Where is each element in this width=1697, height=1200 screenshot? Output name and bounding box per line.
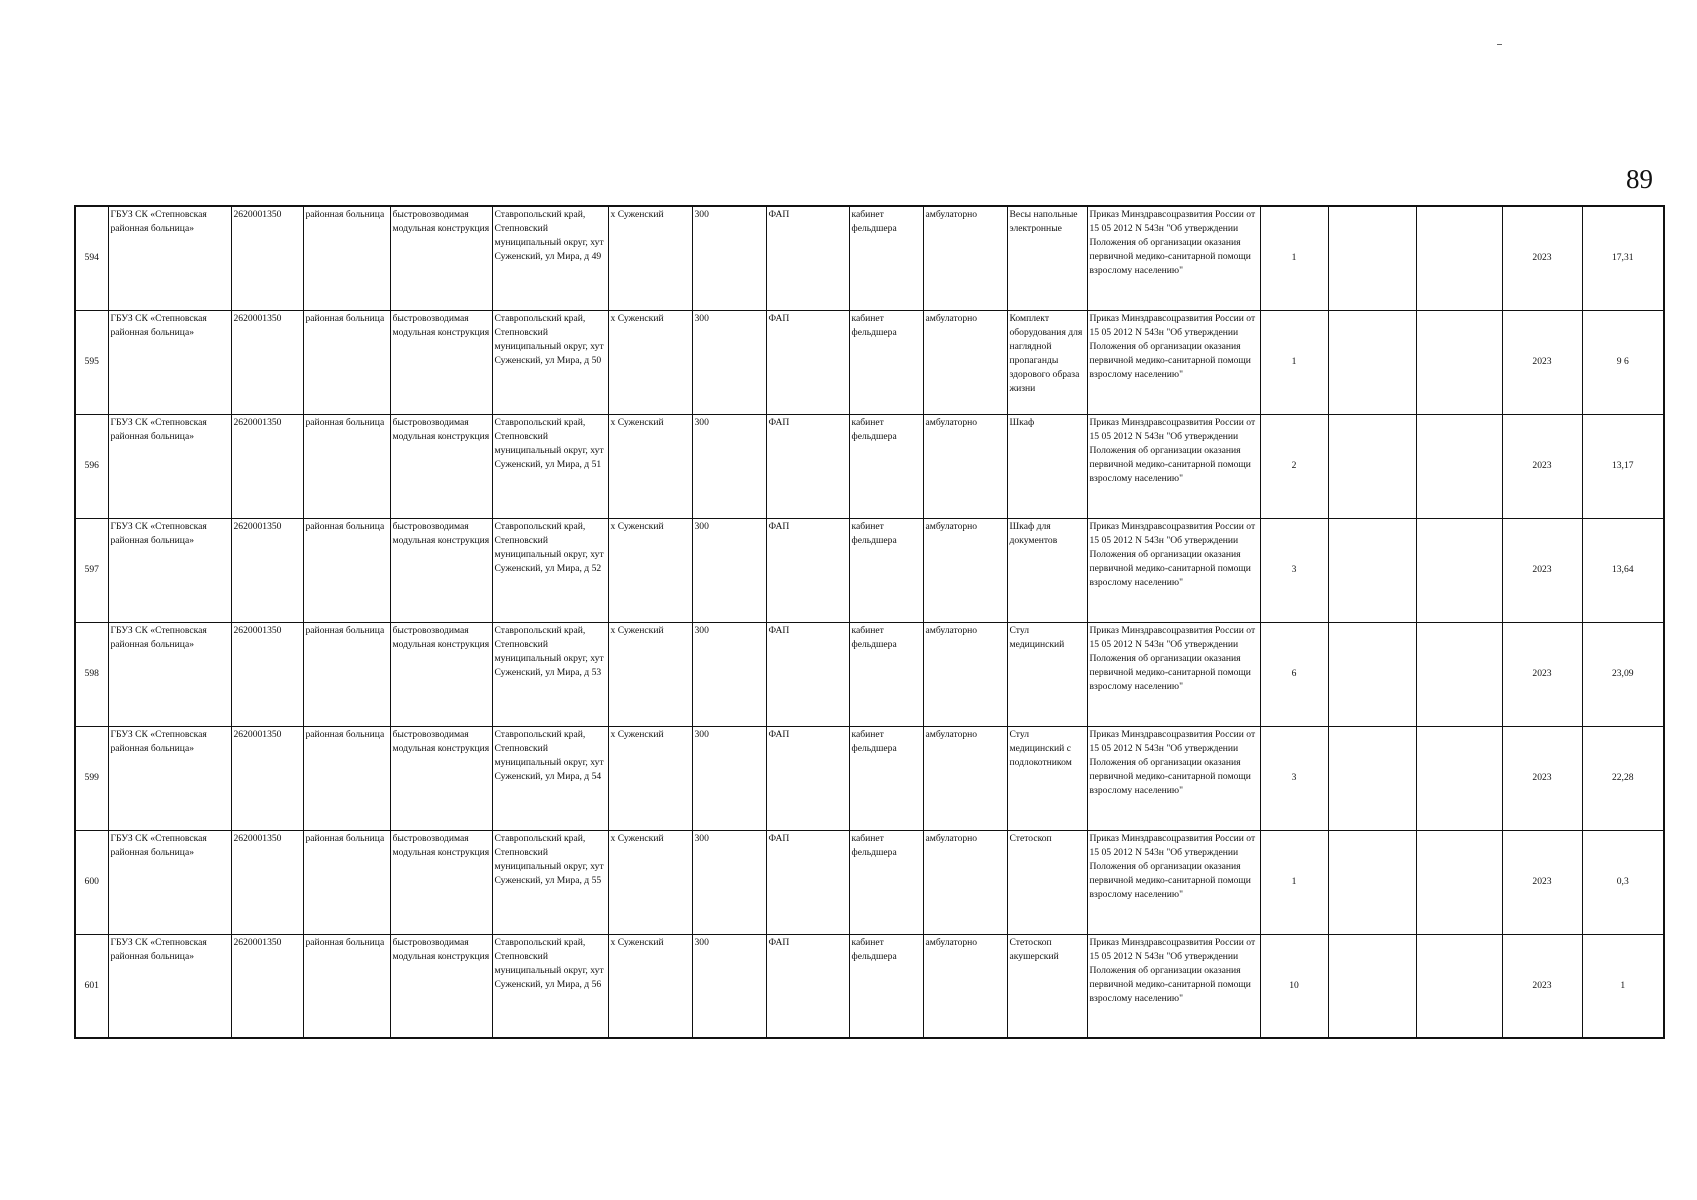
equipment-name-cell: Стул медицинский с подлокотником <box>1007 726 1087 830</box>
year-cell: 2023 <box>1502 934 1582 1038</box>
year-cell: 2023 <box>1502 830 1582 934</box>
equipment-table <box>74 205 1665 1039</box>
population-cell: 300 <box>692 830 766 934</box>
row-number-cell: 594 <box>75 206 108 310</box>
empty-cell <box>1328 830 1416 934</box>
empty-cell <box>1328 206 1416 310</box>
page-number: 89 <box>1626 164 1653 194</box>
year-cell: 2023 <box>1502 726 1582 830</box>
regulation-order-cell: Приказ Минздравсоцразвития России от 15 05 2012 N 543н "Об утверждении Положения об организации оказания первичной медико-санитарной помощи взрослому населению" <box>1087 726 1260 830</box>
regulation-order-cell: Приказ Минздравсоцразвития России от 15 05 2012 N 543н "Об утверждении Положения об организации оказания первичной медико-санитарной помощи взрослому населению" <box>1087 934 1260 1038</box>
table-row <box>75 414 1664 518</box>
organization-name-cell: ГБУЗ СК «Степновская районная больница» <box>108 934 231 1038</box>
care-condition-cell: амбулаторно <box>923 310 1007 414</box>
equipment-name-cell: Весы напольные электронные <box>1007 206 1087 310</box>
organization-name-cell: ГБУЗ СК «Степновская районная больница» <box>108 726 231 830</box>
settlement-cell: х Суженский <box>608 830 692 934</box>
empty-cell <box>1328 518 1416 622</box>
row-number-cell: 599 <box>75 726 108 830</box>
population-cell: 300 <box>692 414 766 518</box>
room-name-cell: кабинет фельдшера <box>849 518 923 622</box>
room-name-cell: кабинет фельдшера <box>849 206 923 310</box>
unit-type-cell: ФАП <box>766 206 849 310</box>
regulation-order-cell: Приказ Минздравсоцразвития России от 15 05 2012 N 543н "Об утверждении Положения об организации оказания первичной медико-санитарной помощи взрослому населению" <box>1087 518 1260 622</box>
row-number-cell: 600 <box>75 830 108 934</box>
year-cell: 2023 <box>1502 206 1582 310</box>
unit-type-cell: ФАП <box>766 622 849 726</box>
settlement-cell: х Суженский <box>608 414 692 518</box>
inn-code-cell: 2620001350 <box>231 206 303 310</box>
empty-cell <box>1416 726 1502 830</box>
regulation-order-cell: Приказ Минздравсоцразвития России от 15 05 2012 N 543н "Об утверждении Положения об организации оказания первичной медико-санитарной помощи взрослому населению" <box>1087 414 1260 518</box>
room-name-cell: кабинет фельдшера <box>849 830 923 934</box>
row-number-cell: 597 <box>75 518 108 622</box>
building-type-cell: быстровозводимая модульная конструкция <box>390 830 492 934</box>
address-cell: Ставропольский край, Степновский муниципальный округ, хут Суженский, ул Мира, д 49 <box>492 206 608 310</box>
address-cell: Ставропольский край, Степновский муниципальный округ, хут Суженский, ул Мира, д 53 <box>492 622 608 726</box>
empty-cell <box>1328 934 1416 1038</box>
quantity-cell: 6 <box>1260 622 1328 726</box>
address-cell: Ставропольский край, Степновский муниципальный округ, хут Суженский, ул Мира, д 50 <box>492 310 608 414</box>
settlement-cell: х Суженский <box>608 726 692 830</box>
room-name-cell: кабинет фельдшера <box>849 414 923 518</box>
quantity-cell: 10 <box>1260 934 1328 1038</box>
room-name-cell: кабинет фельдшера <box>849 622 923 726</box>
facility-type-cell: районная больница <box>303 206 390 310</box>
facility-type-cell: районная больница <box>303 934 390 1038</box>
unit-type-cell: ФАП <box>766 310 849 414</box>
table-row <box>75 934 1664 1038</box>
amount-cell: 23,09 <box>1582 622 1664 726</box>
table-row <box>75 206 1664 310</box>
quantity-cell: 3 <box>1260 726 1328 830</box>
care-condition-cell: амбулаторно <box>923 206 1007 310</box>
table-row <box>75 726 1664 830</box>
building-type-cell: быстровозводимая модульная конструкция <box>390 310 492 414</box>
quantity-cell: 2 <box>1260 414 1328 518</box>
population-cell: 300 <box>692 934 766 1038</box>
inn-code-cell: 2620001350 <box>231 934 303 1038</box>
row-number-cell: 601 <box>75 934 108 1038</box>
inn-code-cell: 2620001350 <box>231 310 303 414</box>
population-cell: 300 <box>692 726 766 830</box>
regulation-order-cell: Приказ Минздравсоцразвития России от 15 05 2012 N 543н "Об утверждении Положения об организации оказания первичной медико-санитарной помощи взрослому населению" <box>1087 830 1260 934</box>
address-cell: Ставропольский край, Степновский муниципальный округ, хут Суженский, ул Мира, д 55 <box>492 830 608 934</box>
unit-type-cell: ФАП <box>766 726 849 830</box>
amount-cell: 13,64 <box>1582 518 1664 622</box>
row-number-cell: 596 <box>75 414 108 518</box>
inn-code-cell: 2620001350 <box>231 518 303 622</box>
amount-cell: 9 6 <box>1582 310 1664 414</box>
room-name-cell: кабинет фельдшера <box>849 310 923 414</box>
table-row <box>75 830 1664 934</box>
care-condition-cell: амбулаторно <box>923 726 1007 830</box>
care-condition-cell: амбулаторно <box>923 414 1007 518</box>
equipment-name-cell: Стетоскоп <box>1007 830 1087 934</box>
year-cell: 2023 <box>1502 518 1582 622</box>
amount-cell: 13,17 <box>1582 414 1664 518</box>
population-cell: 300 <box>692 518 766 622</box>
care-condition-cell: амбулаторно <box>923 518 1007 622</box>
regulation-order-cell: Приказ Минздравсоцразвития России от 15 05 2012 N 543н "Об утверждении Положения об организации оказания первичной медико-санитарной помощи взрослому населению" <box>1087 310 1260 414</box>
building-type-cell: быстровозводимая модульная конструкция <box>390 414 492 518</box>
amount-cell: 0,3 <box>1582 830 1664 934</box>
building-type-cell: быстровозводимая модульная конструкция <box>390 206 492 310</box>
organization-name-cell: ГБУЗ СК «Степновская районная больница» <box>108 310 231 414</box>
empty-cell <box>1416 414 1502 518</box>
table-row <box>75 622 1664 726</box>
table-row <box>75 310 1664 414</box>
care-condition-cell: амбулаторно <box>923 830 1007 934</box>
building-type-cell: быстровозводимая модульная конструкция <box>390 518 492 622</box>
building-type-cell: быстровозводимая модульная конструкция <box>390 726 492 830</box>
address-cell: Ставропольский край, Степновский муниципальный округ, хут Суженский, ул Мира, д 56 <box>492 934 608 1038</box>
inn-code-cell: 2620001350 <box>231 622 303 726</box>
unit-type-cell: ФАП <box>766 518 849 622</box>
settlement-cell: х Суженский <box>608 310 692 414</box>
care-condition-cell: амбулаторно <box>923 622 1007 726</box>
organization-name-cell: ГБУЗ СК «Степновская районная больница» <box>108 414 231 518</box>
row-number-cell: 595 <box>75 310 108 414</box>
empty-cell <box>1328 726 1416 830</box>
settlement-cell: х Суженский <box>608 518 692 622</box>
facility-type-cell: районная больница <box>303 310 390 414</box>
equipment-name-cell: Шкаф для документов <box>1007 518 1087 622</box>
year-cell: 2023 <box>1502 622 1582 726</box>
care-condition-cell: амбулаторно <box>923 934 1007 1038</box>
equipment-name-cell: Стул медицинский <box>1007 622 1087 726</box>
quantity-cell: 3 <box>1260 518 1328 622</box>
quantity-cell: 1 <box>1260 310 1328 414</box>
settlement-cell: х Суженский <box>608 622 692 726</box>
regulation-order-cell: Приказ Минздравсоцразвития России от 15 05 2012 N 543н "Об утверждении Положения об организации оказания первичной медико-санитарной помощи взрослому населению" <box>1087 622 1260 726</box>
unit-type-cell: ФАП <box>766 830 849 934</box>
equipment-name-cell: Шкаф <box>1007 414 1087 518</box>
empty-cell <box>1416 206 1502 310</box>
facility-type-cell: районная больница <box>303 726 390 830</box>
building-type-cell: быстровозводимая модульная конструкция <box>390 622 492 726</box>
equipment-name-cell: Комплект оборудования для наглядной пропаганды здорового образа жизни <box>1007 310 1087 414</box>
amount-cell: 22,28 <box>1582 726 1664 830</box>
room-name-cell: кабинет фельдшера <box>849 726 923 830</box>
address-cell: Ставропольский край, Степновский муниципальный округ, хут Суженский, ул Мира, д 54 <box>492 726 608 830</box>
organization-name-cell: ГБУЗ СК «Степновская районная больница» <box>108 206 231 310</box>
inn-code-cell: 2620001350 <box>231 726 303 830</box>
empty-cell <box>1328 414 1416 518</box>
year-cell: 2023 <box>1502 310 1582 414</box>
population-cell: 300 <box>692 206 766 310</box>
inn-code-cell: 2620001350 <box>231 830 303 934</box>
facility-type-cell: районная больница <box>303 622 390 726</box>
empty-cell <box>1416 310 1502 414</box>
building-type-cell: быстровозводимая модульная конструкция <box>390 934 492 1038</box>
settlement-cell: х Суженский <box>608 206 692 310</box>
empty-cell <box>1328 622 1416 726</box>
empty-cell <box>1416 622 1502 726</box>
population-cell: 300 <box>692 622 766 726</box>
scan-mark <box>1497 44 1502 45</box>
inn-code-cell: 2620001350 <box>231 414 303 518</box>
facility-type-cell: районная больница <box>303 830 390 934</box>
population-cell: 300 <box>692 310 766 414</box>
equipment-name-cell: Стетоскоп акушерский <box>1007 934 1087 1038</box>
address-cell: Ставропольский край, Степновский муниципальный округ, хут Суженский, ул Мира, д 52 <box>492 518 608 622</box>
regulation-order-cell: Приказ Минздравсоцразвития России от 15 05 2012 N 543н "Об утверждении Положения об организации оказания первичной медико-санитарной помощи взрослому населению" <box>1087 206 1260 310</box>
amount-cell: 1 <box>1582 934 1664 1038</box>
facility-type-cell: районная больница <box>303 518 390 622</box>
quantity-cell: 1 <box>1260 206 1328 310</box>
table-row <box>75 518 1664 622</box>
organization-name-cell: ГБУЗ СК «Степновская районная больница» <box>108 518 231 622</box>
table-body <box>75 206 1664 1038</box>
organization-name-cell: ГБУЗ СК «Степновская районная больница» <box>108 830 231 934</box>
empty-cell <box>1328 310 1416 414</box>
unit-type-cell: ФАП <box>766 414 849 518</box>
empty-cell <box>1416 934 1502 1038</box>
facility-type-cell: районная больница <box>303 414 390 518</box>
settlement-cell: х Суженский <box>608 934 692 1038</box>
year-cell: 2023 <box>1502 414 1582 518</box>
amount-cell: 17,31 <box>1582 206 1664 310</box>
unit-type-cell: ФАП <box>766 934 849 1038</box>
quantity-cell: 1 <box>1260 830 1328 934</box>
empty-cell <box>1416 830 1502 934</box>
empty-cell <box>1416 518 1502 622</box>
organization-name-cell: ГБУЗ СК «Степновская районная больница» <box>108 622 231 726</box>
room-name-cell: кабинет фельдшера <box>849 934 923 1038</box>
address-cell: Ставропольский край, Степновский муниципальный округ, хут Суженский, ул Мира, д 51 <box>492 414 608 518</box>
row-number-cell: 598 <box>75 622 108 726</box>
